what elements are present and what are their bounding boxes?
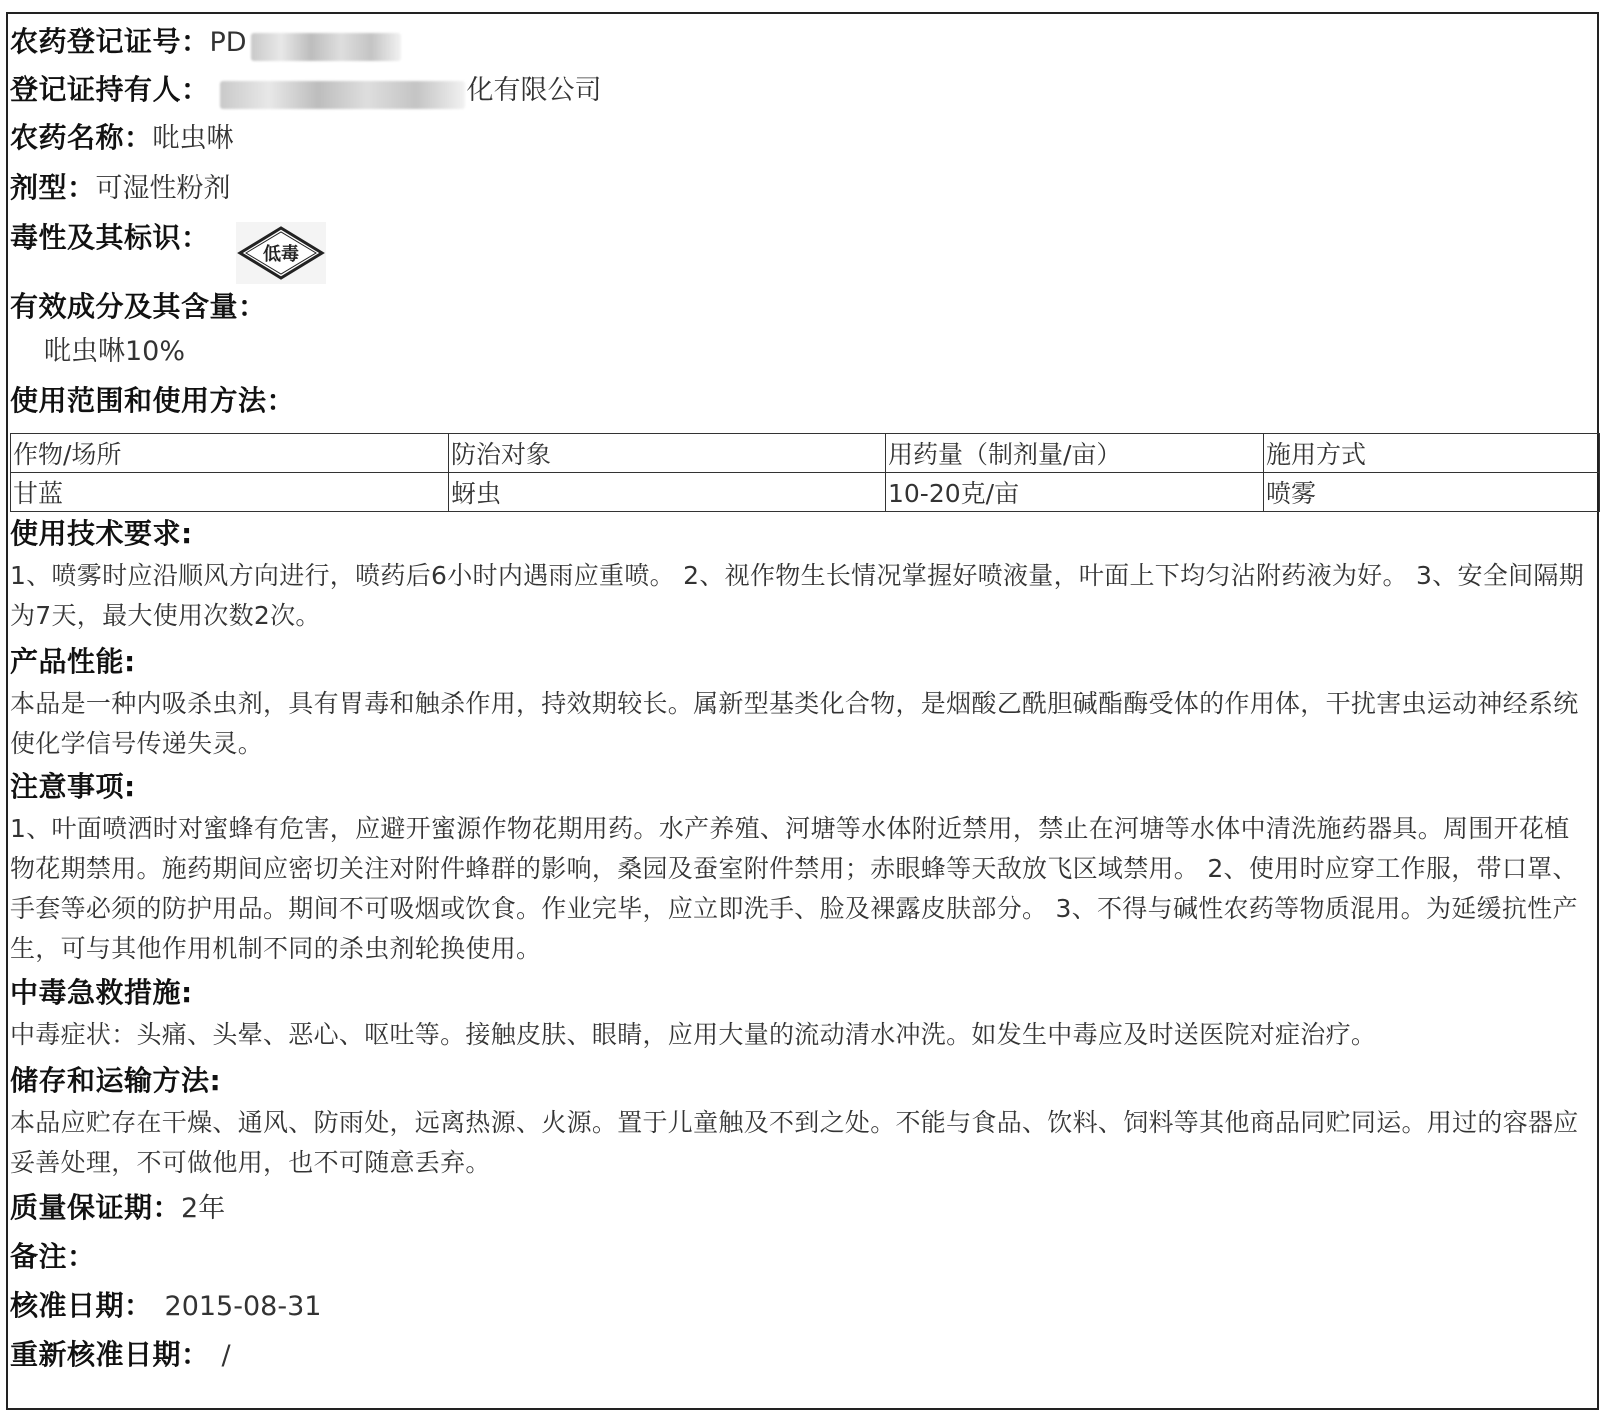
storage-text: 本品应贮存在干燥、通风、防雨处，远离热源、火源。置于儿童触及不到之处。不能与食品、饮料、饲料等其他商品同贮同运。用过的容器应妥善处理，不可做他用，也不可随意丢弃。 <box>10 1108 1579 1177</box>
reapproval-date-label: 重新核准日期： <box>10 1338 210 1371</box>
toxicity-label: 毒性及其标识： <box>10 221 210 254</box>
registration-number-label: 农药登记证号： <box>10 25 210 58</box>
approval-date-row <box>10 1288 321 1328</box>
usage-label: 使用范围和使用方法： <box>10 384 296 417</box>
holder-row <box>10 72 602 112</box>
approval-date-label: 核准日期： <box>10 1289 153 1322</box>
table-header-cell: 用药量（制剂量/亩） <box>886 434 1264 473</box>
shelf-life-row <box>10 1190 225 1230</box>
pesticide-name-label: 农药名称： <box>10 121 153 154</box>
first-aid-heading-row <box>10 975 193 1015</box>
tech-requirements-heading-row <box>10 516 193 556</box>
ingredients-value-row <box>44 334 185 373</box>
toxicity-row <box>10 220 210 260</box>
pesticide-name-value: 吡虫啉 <box>152 123 234 154</box>
registration-number-row <box>10 24 401 64</box>
formulation-row <box>10 170 231 210</box>
pesticide-name-row <box>10 120 234 160</box>
registration-number-value: PD <box>209 27 247 58</box>
usage-label-row <box>10 383 295 423</box>
usage-table <box>10 433 1600 512</box>
redacted-block <box>251 33 401 61</box>
formulation-value: 可湿性粉剂 <box>95 173 231 204</box>
table-row <box>11 473 1600 512</box>
table-cell: 喷雾 <box>1264 473 1600 512</box>
holder-label: 登记证持有人： <box>10 73 210 106</box>
ingredients-value: 吡虫啉10% <box>44 336 186 367</box>
performance-label: 产品性能: <box>10 645 136 678</box>
ingredients-label: 有效成分及其含量： <box>10 290 267 323</box>
shelf-life-value: 2年 <box>181 1193 226 1224</box>
first-aid-label: 中毒急救措施: <box>10 976 193 1009</box>
shelf-life-label: 质量保证期： <box>10 1191 182 1224</box>
toxicity-diamond-icon <box>236 222 326 284</box>
cautions-heading-row <box>10 769 136 809</box>
approval-date-value: 2015-08-31 <box>164 1291 322 1322</box>
reapproval-date-value: / <box>221 1340 231 1371</box>
remarks-label: 备注： <box>10 1240 96 1273</box>
table-header-cell: 施用方式 <box>1264 434 1600 473</box>
holder-value: 化有限公司 <box>466 75 602 106</box>
table-cell: 蚜虫 <box>449 473 886 512</box>
toxicity-badge-text: 低毒 <box>263 244 299 265</box>
storage-label: 储存和运输方法: <box>10 1064 222 1097</box>
performance-text: 本品是一种内吸杀虫剂，具有胃毒和触杀作用，持效期较长。属新型基类化合物，是烟酸乙酰胆碱酯酶受体的作用体，干扰害虫运动神经系统使化学信号传递失灵。 <box>10 689 1579 758</box>
storage-heading-row <box>10 1063 221 1103</box>
cautions-text: 1、叶面喷洒时对蜜蜂有危害，应避开蜜源作物花期用药。水产养殖、河塘等水体附近禁用，禁止在河塘等水体中清洗施药器具。周围开花植物花期禁用。施药期间应密切关注对附件蜂群的影响，桑园及蚕室附件禁用；赤眼蜂等天敌放飞区域禁用。 2、使用时应穿工作服，带口罩、手套等必须的防护用品。期间不可吸烟或饮食。作业完毕，应立即洗手、脸及裸露皮肤部分。 3、不得与碱性农药等物质混用。为延缓抗性产生，可与其他作用机制不同的杀虫剂轮换使用。 <box>10 814 1578 963</box>
first-aid-text: 中毒症状：头痛、头晕、恶心、呕吐等。接触皮肤、眼睛，应用大量的流动清水冲洗。如发生中毒应及时送医院对症治疗。 <box>10 1020 1377 1049</box>
performance-heading-row <box>10 644 136 684</box>
ingredients-row <box>10 289 267 329</box>
tech-requirements-label: 使用技术要求: <box>10 517 193 550</box>
cautions-label: 注意事项: <box>10 770 136 803</box>
redacted-block <box>220 81 465 109</box>
table-cell: 甘蓝 <box>11 473 449 512</box>
tech-requirements-text: 1、喷雾时应沿顺风方向进行，喷药后6小时内遇雨应重喷。 2、视作物生长情况掌握好喷液量，叶面上下均匀沾附药液为好。 3、安全间隔期为7天，最大使用次数2次。 <box>10 561 1585 630</box>
table-header-cell: 作物/场所 <box>11 434 449 473</box>
table-cell: 10-20克/亩 <box>886 473 1264 512</box>
formulation-label: 剂型： <box>10 171 96 204</box>
reapproval-date-row <box>10 1337 231 1377</box>
table-header-cell: 防治对象 <box>449 434 886 473</box>
table-header-row <box>11 434 1600 473</box>
remarks-row <box>10 1239 96 1279</box>
